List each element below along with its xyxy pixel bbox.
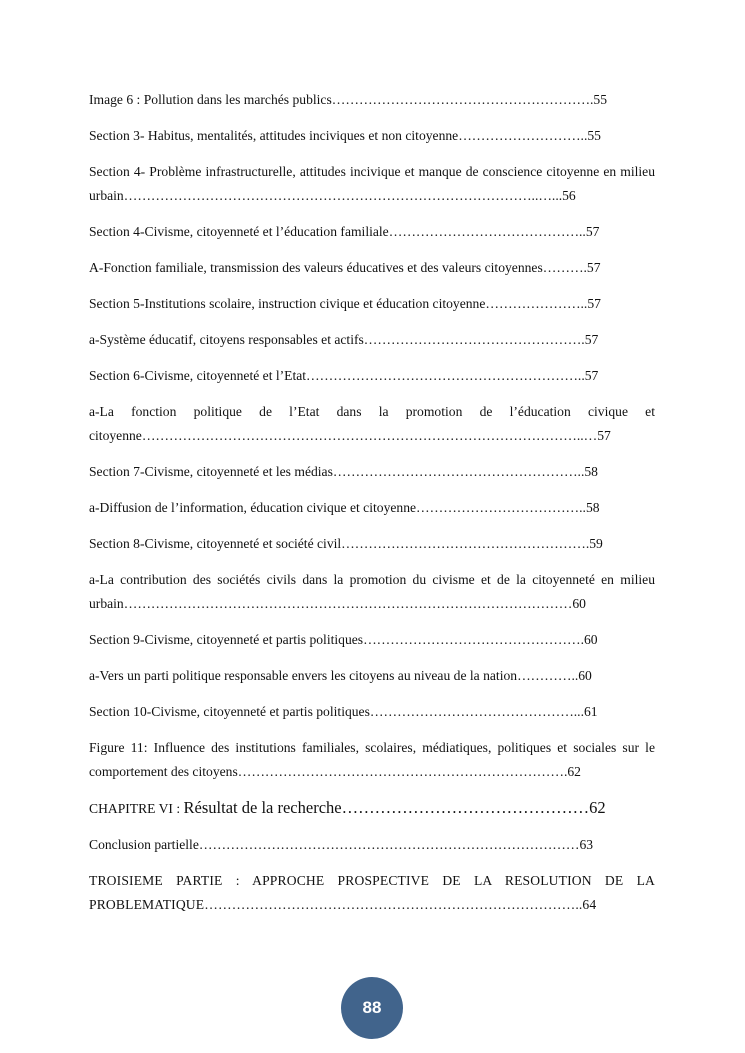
chapter-heading <box>89 796 655 821</box>
page-number-badge <box>341 977 403 1039</box>
toc-entry: Section 9-Civisme, citoyenneté et partis politiques………………………………………….60 <box>89 632 598 647</box>
table-of-contents <box>89 88 655 929</box>
chapter-prefix: CHAPITRE VI : <box>89 801 184 816</box>
toc-entry: Figure 11: Influence des institutions familiales, scolaires, médiatiques, politiques et sociales sur le comportement des citoyens……………………………………………………………….62 <box>89 740 655 779</box>
toc-entry: Image 6 : Pollution dans les marchés publics………………………………………………….55 <box>89 92 608 107</box>
toc-entry-part: TROISIEME PARTIE : APPROCHE PROSPECTIVE DE LA RESOLUTION DE LA PROBLEMATIQUE………………………………………………………………………..64 <box>89 873 655 912</box>
toc-entry: Section 8-Civisme, citoyenneté et société civil……………………………………………….59 <box>89 536 603 551</box>
toc-entry: Section 6-Civisme, citoyenneté et l’Etat……………………………………………………..57 <box>89 368 599 383</box>
page-number: 88 <box>362 998 382 1017</box>
toc-entry: a-Diffusion de l’information, éducation civique et citoyenne………………………………..58 <box>89 500 600 515</box>
toc-entry: A-Fonction familiale, transmission des valeurs éducatives et des valeurs citoyennes……….57 <box>89 260 601 275</box>
toc-entry: a-Système éducatif, citoyens responsables et actifs………………………………………….57 <box>89 332 599 347</box>
toc-entry: Section 3- Habitus, mentalités, attitudes inciviques et non citoyenne………………………..55 <box>89 128 601 143</box>
toc-entry: Section 5-Institutions scolaire, instruction civique et éducation citoyenne…………………..57 <box>89 296 601 311</box>
toc-entry: a-Vers un parti politique responsable envers les citoyens au niveau de la nation…………..60 <box>89 668 592 683</box>
toc-entry: a-La contribution des sociétés civils dans la promotion du civisme et de la citoyenneté en milieu urbain………………………………………………………………………………………60 <box>89 572 655 611</box>
toc-entry: Section 4- Problème infrastructurelle, attitudes incivique et manque de conscience citoyenne en milieu urbain………………………………………………………………………………..…...56 <box>89 164 655 203</box>
toc-entry: Section 7-Civisme, citoyenneté et les médias………………………………………………..58 <box>89 464 598 479</box>
toc-entry: Section 4-Civisme, citoyenneté et l’éducation familiale……………………………………..57 <box>89 224 600 239</box>
toc-entry: a-La fonction politique de l’Etat dans la promotion de l’éducation civique et citoyenne……………………………………………………………………………………..…57 <box>89 404 655 443</box>
toc-entry: Conclusion partielle…………………………………………………………………………63 <box>89 837 594 852</box>
toc-entry: Section 10-Civisme, citoyenneté et partis politiques………………………………………...61 <box>89 704 598 719</box>
chapter-title: Résultat de la recherche………………………………………62 <box>183 798 606 817</box>
